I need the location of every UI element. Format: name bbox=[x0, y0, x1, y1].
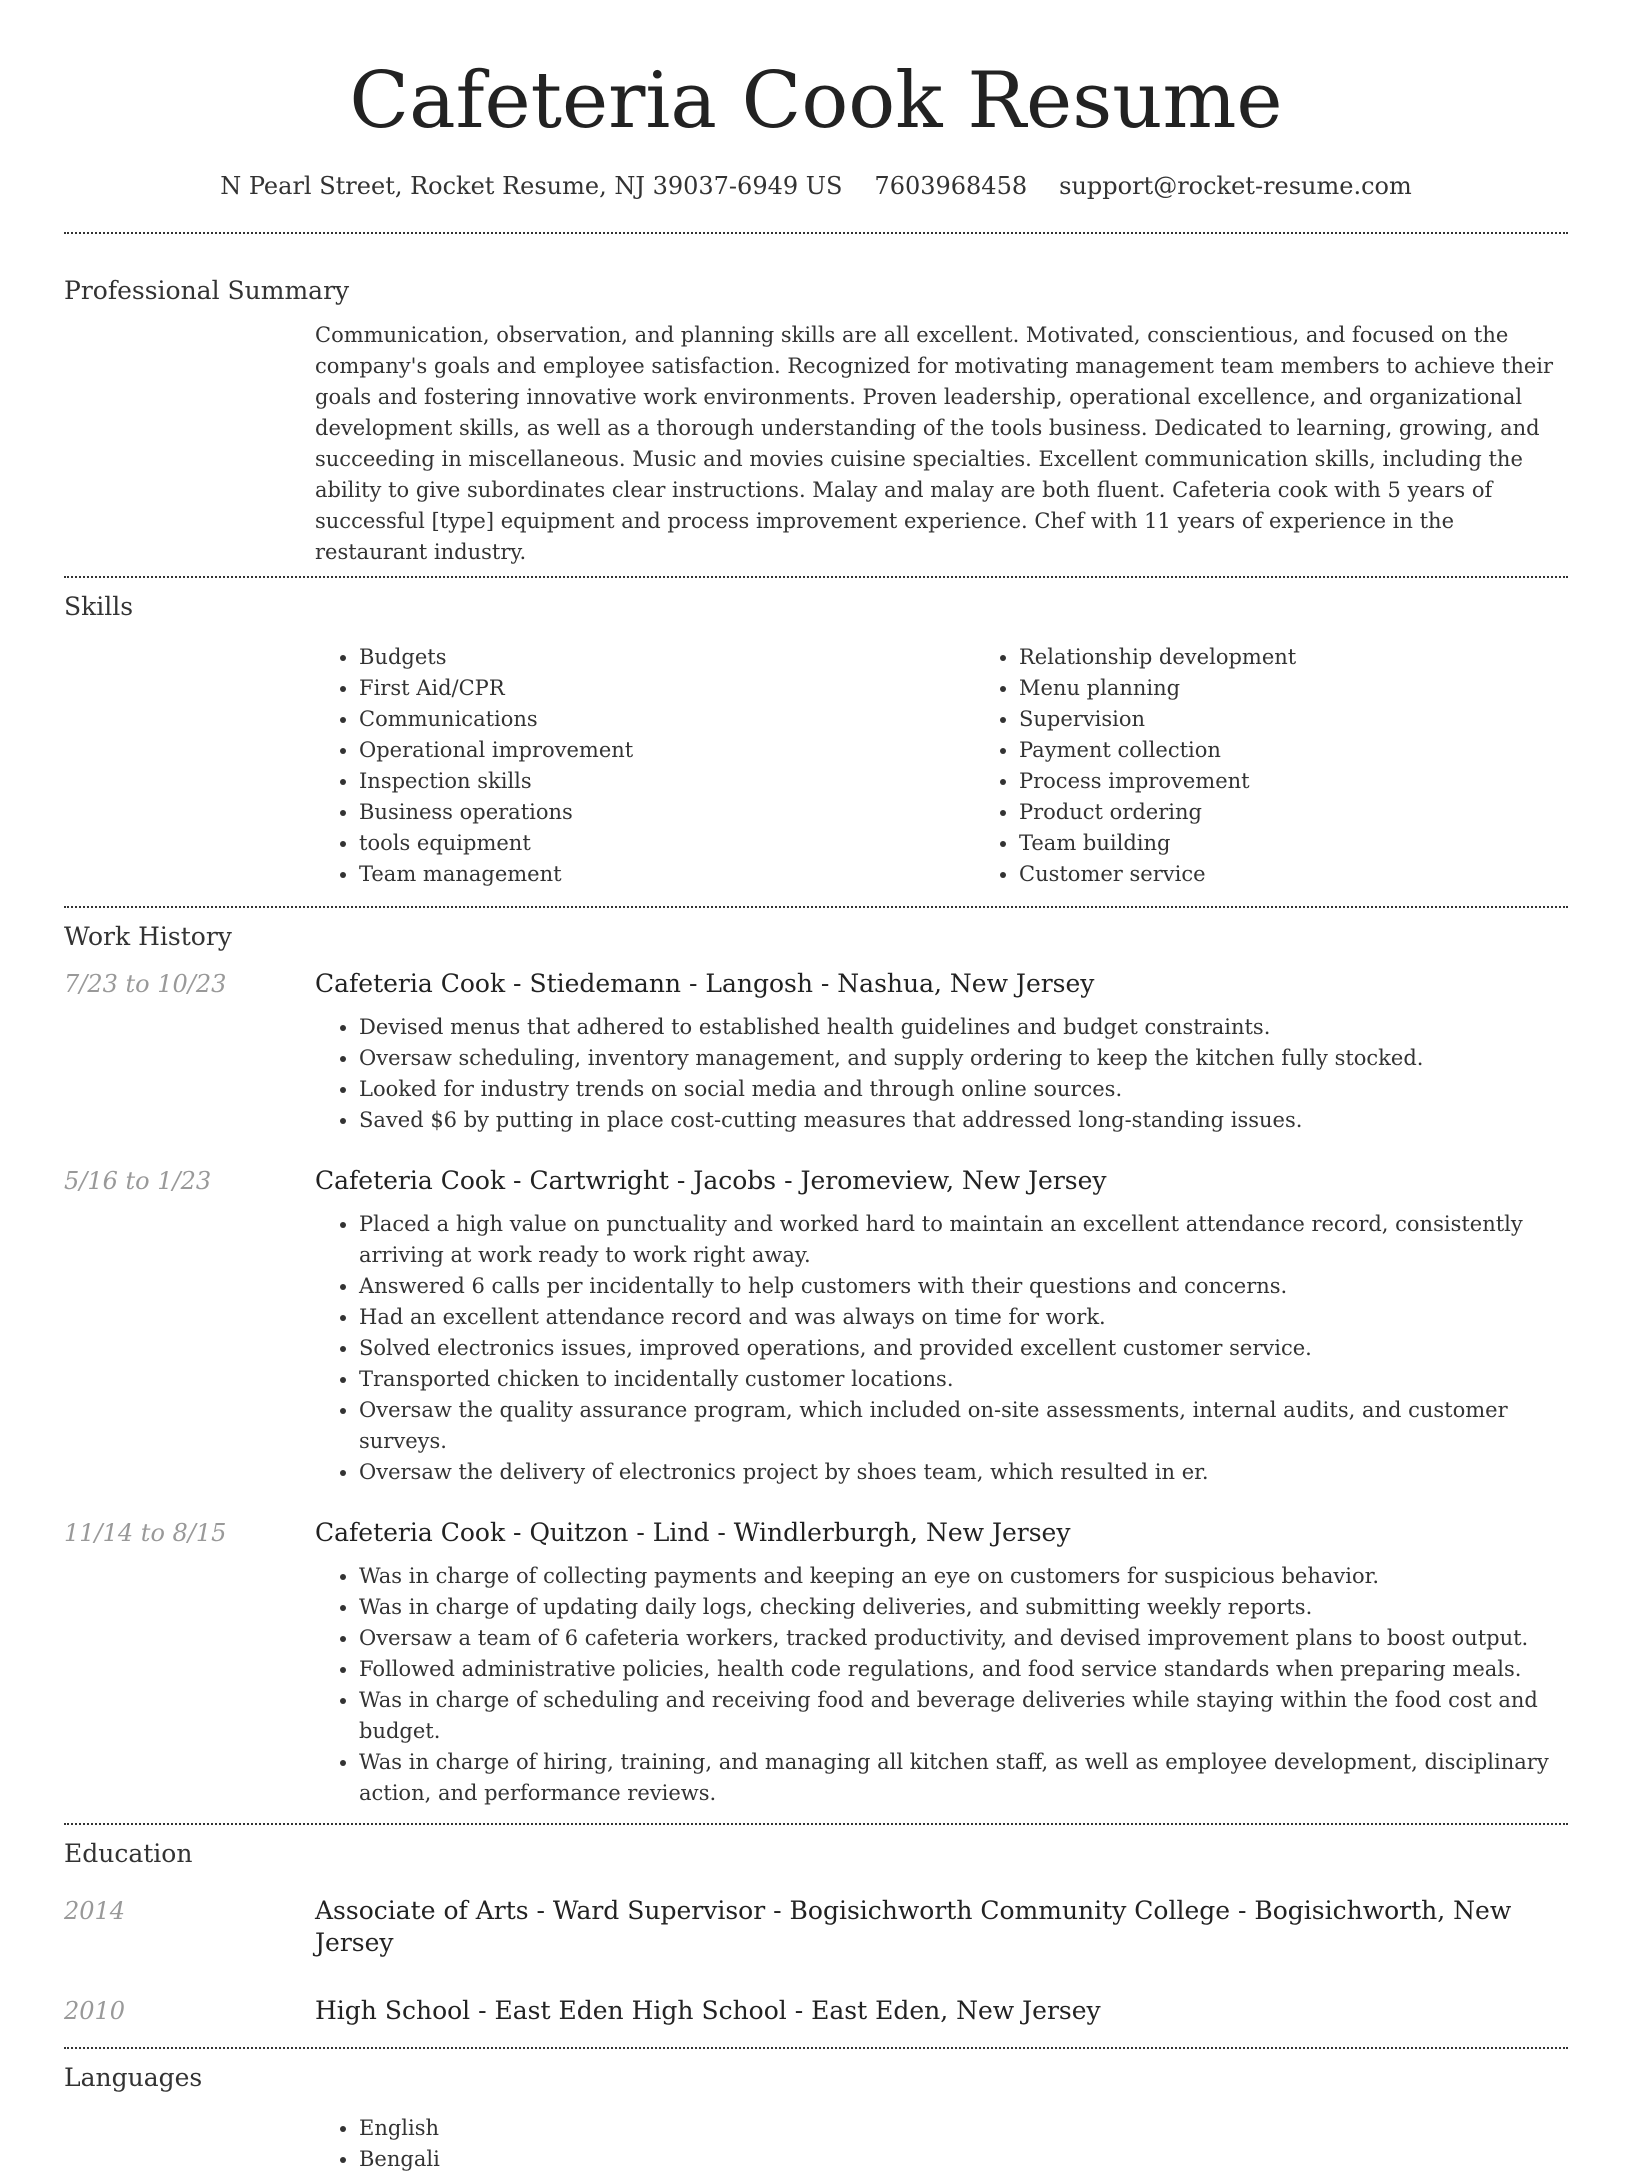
job-bullet: • Transported chicken to incidentally customer locations. bbox=[359, 1364, 1568, 1395]
work-section bbox=[64, 920, 1568, 1809]
skill-item: • Payment collection bbox=[1019, 735, 1568, 766]
job-bullet: • Saved $6 by putting in place cost-cutting measures that addressed long-standing issues. bbox=[359, 1105, 1568, 1136]
skill-item: • Operational improvement bbox=[359, 735, 975, 766]
job-bullet: • Oversaw the delivery of electronics project by shoes team, which resulted in er. bbox=[359, 1457, 1568, 1488]
job-bullet: • Was in charge of collecting payments and keeping an eye on customers for suspicious behavior. bbox=[359, 1561, 1568, 1592]
skill-item: • Process improvement bbox=[1019, 766, 1568, 797]
summary-text: Communication, observation, and planning skills are all excellent. Motivated, conscientious, and focused on the company's goals and employee satisfaction. Recognized for motivating management team members to achieve their goals and fostering innovative work environments. Proven leadership, operational excellence, and organizational development skills, as well as a thorough understanding of the tools business. Dedicated to learning, growing, and succeeding in miscellaneous. Music and movies cuisine specialties. Excellent communication skills, including the ability to give subordinates clear instructions. Malay and malay are both fluent. Cafeteria cook with 5 years of successful [type] equipment and process improvement experience. Chef with 11 years of experience in the restaurant industry. bbox=[315, 323, 1554, 564]
skill-item: • Business operations bbox=[359, 797, 975, 828]
summary-heading: Professional Summary bbox=[64, 276, 350, 305]
job-bullets bbox=[315, 1209, 1568, 1488]
job-entry bbox=[64, 1517, 1568, 1809]
languages-heading: Languages bbox=[64, 2063, 203, 2092]
job-bullet: • Was in charge of updating daily logs, checking deliveries, and submitting weekly reports. bbox=[359, 1592, 1568, 1623]
job-bullet: • Oversaw a team of 6 cafeteria workers, tracked productivity, and devised improvement plans to boost output. bbox=[359, 1623, 1568, 1654]
resume-title: Cafeteria Cook Resume bbox=[349, 56, 1283, 146]
education-entry bbox=[64, 1995, 1568, 2027]
skill-item: • Team building bbox=[1019, 828, 1568, 859]
section-divider bbox=[64, 2047, 1568, 2049]
job-bullet: • Oversaw scheduling, inventory management, and supply ordering to keep the kitchen fully stocked. bbox=[359, 1043, 1568, 1074]
education-year: 2014 bbox=[64, 1897, 126, 1925]
job-entry bbox=[64, 968, 1568, 1136]
section-divider bbox=[64, 232, 1568, 234]
skill-item: • Relationship development bbox=[1019, 642, 1568, 673]
job-entry bbox=[64, 1165, 1568, 1488]
skills-section bbox=[64, 590, 1568, 890]
language-item: • Bengali bbox=[359, 2144, 1568, 2175]
job-bullet: • Had an excellent attendance record and was always on time for work. bbox=[359, 1302, 1568, 1333]
job-bullet: • Placed a high value on punctuality and worked hard to maintain an excellent attendance record, consistently arriving at work ready to work right away. bbox=[359, 1209, 1568, 1271]
job-bullet: • Looked for industry trends on social media and through online sources. bbox=[359, 1074, 1568, 1105]
job-title: Cafeteria Cook - Quitzon - Lind - Windlerburgh, New Jersey bbox=[315, 1518, 1071, 1547]
skill-item: • Customer service bbox=[1019, 859, 1568, 890]
job-bullet: • Oversaw the quality assurance program, which included on-site assessments, internal audits, and customer surveys. bbox=[359, 1395, 1568, 1457]
section-divider bbox=[64, 576, 1568, 578]
contact-address: N Pearl Street, Rocket Resume, NJ 39037-6949 US bbox=[220, 172, 843, 200]
job-title: Cafeteria Cook - Stiedemann - Langosh - Nashua, New Jersey bbox=[315, 969, 1095, 998]
skill-item: • First Aid/CPR bbox=[359, 673, 975, 704]
section-divider bbox=[64, 906, 1568, 908]
job-bullet: • Was in charge of scheduling and receiving food and beverage deliveries while staying within the food cost and budget. bbox=[359, 1685, 1568, 1747]
job-title: Cafeteria Cook - Cartwright - Jacobs - Jeromeview, New Jersey bbox=[315, 1166, 1107, 1195]
skill-item: • tools equipment bbox=[359, 828, 975, 859]
summary-section bbox=[64, 274, 1568, 568]
job-date: 5/16 to 1/23 bbox=[64, 1167, 212, 1195]
job-bullets bbox=[315, 1561, 1568, 1809]
languages-list bbox=[315, 2113, 1568, 2175]
education-title: Associate of Arts - Ward Supervisor - Bogisichworth Community College - Bogisichworth, New Jersey bbox=[315, 1896, 1512, 1957]
job-date: 11/14 to 8/15 bbox=[64, 1519, 227, 1547]
language-item: • English bbox=[359, 2113, 1568, 2144]
job-bullets bbox=[315, 1012, 1568, 1136]
education-title: High School - East Eden High School - East Eden, New Jersey bbox=[315, 1996, 1101, 2025]
job-bullet: • Answered 6 calls per incidentally to help customers with their questions and concerns. bbox=[359, 1271, 1568, 1302]
skills-list-right bbox=[975, 642, 1568, 890]
job-date: 7/23 to 10/23 bbox=[64, 970, 227, 998]
section-divider bbox=[64, 1823, 1568, 1825]
education-entry bbox=[64, 1895, 1568, 1959]
skill-item: • Menu planning bbox=[1019, 673, 1568, 704]
job-bullet: • Devised menus that adhered to established health guidelines and budget constraints. bbox=[359, 1012, 1568, 1043]
education-year: 2010 bbox=[64, 1997, 126, 2025]
languages-section bbox=[64, 2061, 1568, 2175]
skill-item: • Supervision bbox=[1019, 704, 1568, 735]
job-bullet: • Was in charge of hiring, training, and managing all kitchen staff, as well as employee development, disciplinary action, and performance reviews. bbox=[359, 1747, 1568, 1809]
skills-list-left bbox=[315, 642, 975, 890]
skills-heading: Skills bbox=[64, 592, 134, 621]
skill-item: • Inspection skills bbox=[359, 766, 975, 797]
skill-item: • Team management bbox=[359, 859, 975, 890]
education-heading: Education bbox=[64, 1839, 193, 1868]
job-bullet: • Followed administrative policies, health code regulations, and food service standards when preparing meals. bbox=[359, 1654, 1568, 1685]
skill-item: • Communications bbox=[359, 704, 975, 735]
work-heading: Work History bbox=[64, 922, 232, 951]
skill-item: • Budgets bbox=[359, 642, 975, 673]
job-bullet: • Solved electronics issues, improved operations, and provided excellent customer service. bbox=[359, 1333, 1568, 1364]
contact-phone: 7603968458 bbox=[874, 172, 1028, 200]
education-section bbox=[64, 1837, 1568, 2027]
skill-item: • Product ordering bbox=[1019, 797, 1568, 828]
contact-email: support@rocket-resume.com bbox=[1059, 172, 1412, 200]
contact-line bbox=[64, 170, 1568, 202]
